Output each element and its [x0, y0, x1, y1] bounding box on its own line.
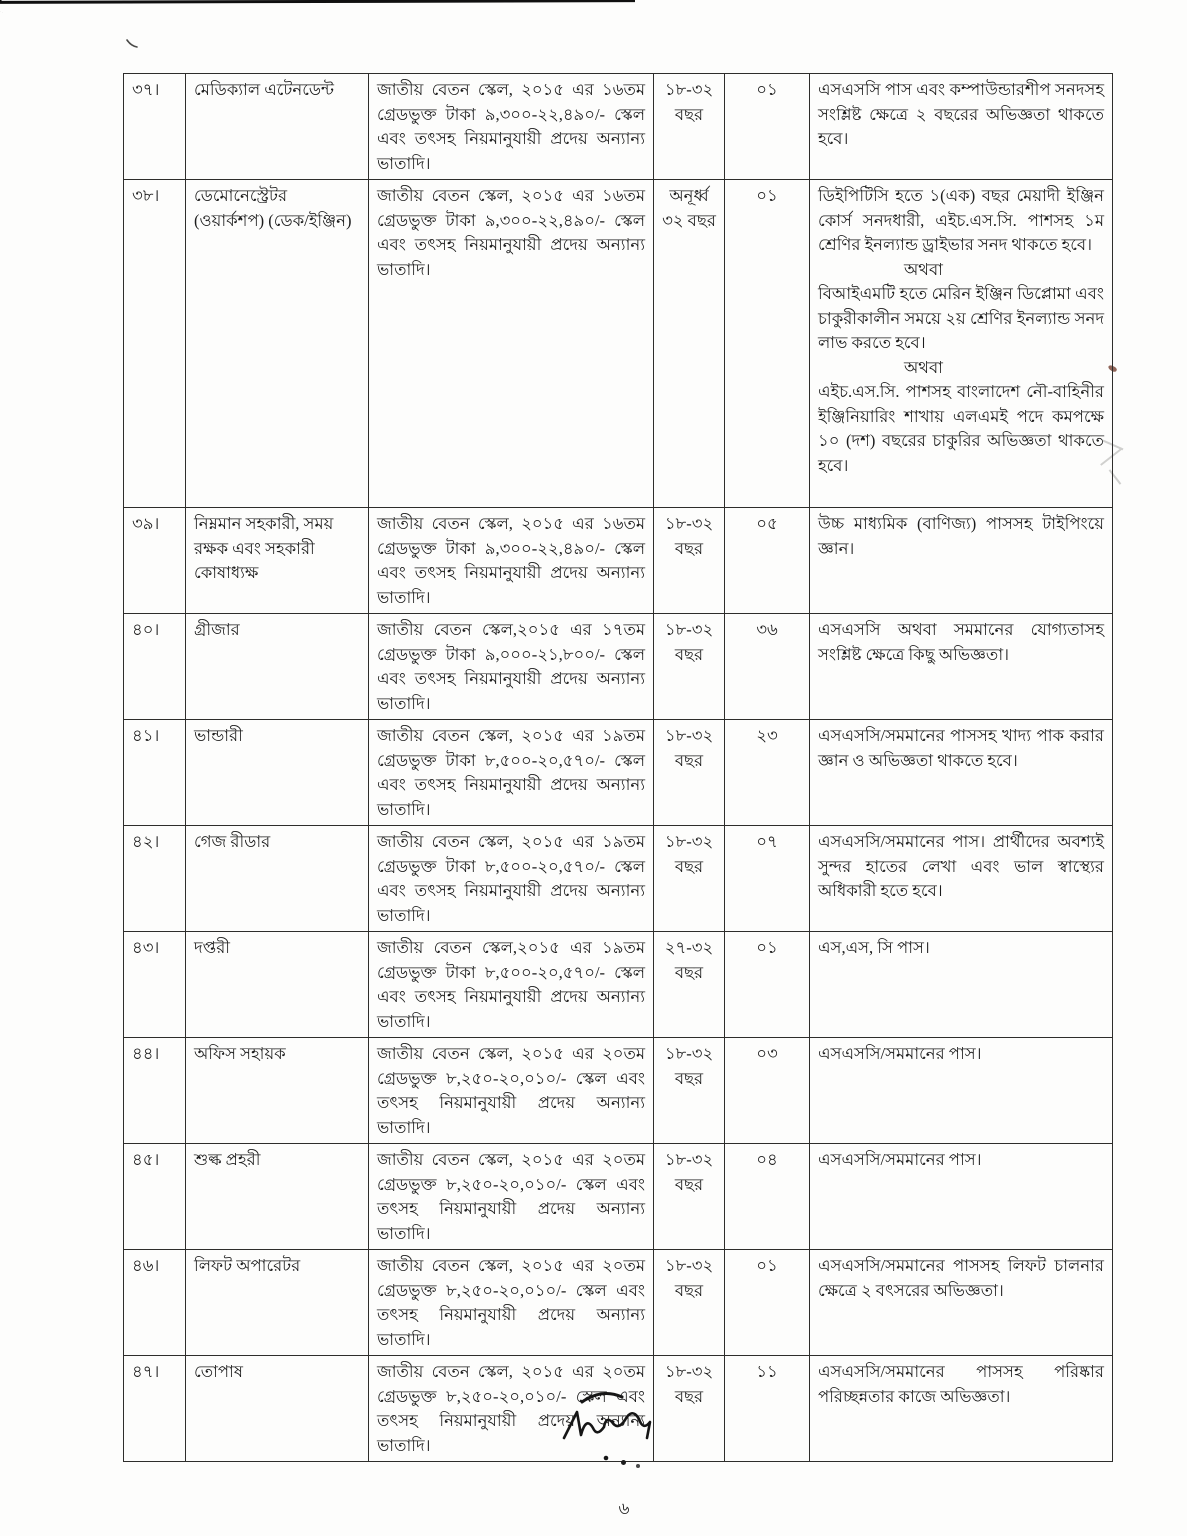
scan-artifact-corner-mark — [0, 0, 22, 15]
post-name-cell: নিম্নমান সহকারী, সময় রক্ষক এবং সহকারী কোষাধ্যক্ষ — [186, 508, 369, 614]
qualification-paragraph: এসএসসি অথবা সমমানের যোগ্যতাসহ সংশ্লিষ্ট ক্ষেত্রে কিছু অভিজ্ঞতা। — [818, 620, 1104, 664]
post-name-cell: তোপাষ — [186, 1356, 369, 1462]
table-row — [124, 826, 1113, 932]
age-range-cell: ১৮-৩২ বছর — [654, 508, 725, 614]
post-name-cell: গেজ রীডার — [186, 826, 369, 932]
job-positions-table — [123, 73, 1113, 1462]
vacancy-count-cell: ০৭ — [725, 826, 810, 932]
vacancy-count-cell: ০১ — [725, 74, 810, 180]
vacancy-count-cell: ৩৬ — [725, 614, 810, 720]
serial-number-cell: ৪১। — [124, 720, 186, 826]
pay-scale-cell: জাতীয় বেতন স্কেল, ২০১৫ এর ২০তম গ্রেডভুক্ত ৮,২৫০-২০,০১০/- স্কেল এবং তৎসহ নিয়মানুযায়ী প্রদেয় অন্যান্য ভাতাদি। — [369, 1356, 654, 1462]
age-range-cell: ১৮-৩২ বছর — [654, 614, 725, 720]
serial-number-cell: ৪৩। — [124, 932, 186, 1038]
pay-scale-cell: জাতীয় বেতন স্কেল,২০১৫ এর ১৯তম গ্রেডভুক্ত টাকা ৮,৫০০-২০,৫৭০/- স্কেল এবং তৎসহ নিয়মানুযায়ী প্রদেয় অন্যান্য ভাতাদি। — [369, 932, 654, 1038]
vacancy-count-cell: ১১ — [725, 1356, 810, 1462]
post-name-cell: মেডিক্যাল এটেনডেন্ট — [186, 74, 369, 180]
post-name-cell: গ্রীজার — [186, 614, 369, 720]
qualification-cell — [810, 1144, 1113, 1250]
pay-scale-cell: জাতীয় বেতন স্কেল, ২০১৫ এর ১৬তম গ্রেডভুক্ত টাকা ৯,৩০০-২২,৪৯০/- স্কেল এবং তৎসহ নিয়মানুযায়ী প্রদেয় অন্যান্য ভাতাদি। — [369, 74, 654, 180]
post-name-cell: দপ্তরী — [186, 932, 369, 1038]
qualification-paragraph: বিআইএমটি হতে মেরিন ইঞ্জিন ডিপ্লোমা এবং চাকুরীকালীন সময়ে ২য় শ্রেণির ইনল্যান্ড সনদ লাভ করতে হবে। — [818, 284, 1104, 352]
pay-scale-cell: জাতীয় বেতন স্কেল, ২০১৫ এর ২০তম গ্রেডভুক্ত ৮,২৫০-২০,০১০/- স্কেল এবং তৎসহ নিয়মানুযায়ী প্রদেয় অন্যান্য ভাতাদি। — [369, 1038, 654, 1144]
scan-artifact-dot — [621, 1460, 626, 1465]
qualification-cell — [810, 614, 1113, 720]
table-row — [124, 932, 1113, 1038]
vacancy-count-cell: ০১ — [725, 180, 810, 508]
pay-scale-cell: জাতীয় বেতন স্কেল, ২০১৫ এর ১৬তম গ্রেডভুক্ত টাকা ৯,৩০০-২২,৪৯০/- স্কেল এবং তৎসহ নিয়মানুযায়ী প্রদেয় অন্যান্য ভাতাদি। — [369, 180, 654, 508]
scan-artifact-top-edge — [0, 0, 635, 4]
vacancy-count-cell: ০৪ — [725, 1144, 810, 1250]
qualification-cell — [810, 932, 1113, 1038]
qualification-paragraph: উচ্চ মাধ্যমিক (বাণিজ্য) পাসসহ টাইপিংয়ে জ্ঞান। — [818, 514, 1104, 558]
age-range-cell: ১৮-৩২ বছর — [654, 74, 725, 180]
pay-scale-cell: জাতীয় বেতন স্কেল, ২০১৫ এর ২০তম গ্রেডভুক্ত ৮,২৫০-২০,০১০/- স্কেল এবং তৎসহ নিয়মানুযায়ী প্রদেয় অন্যান্য ভাতাদি। — [369, 1144, 654, 1250]
age-range-cell: ১৮-৩২ বছর — [654, 1144, 725, 1250]
qualification-paragraph: এসএসসি/সমমানের পাস। — [818, 1044, 982, 1063]
qualification-cell — [810, 508, 1113, 614]
qualification-paragraph: এসএসসি পাস এবং কম্পাউন্ডারশীপ সনদসহ সংশ্লিষ্ট ক্ষেত্রে ২ বছরের অভিজ্ঞতা থাকতে হবে। — [818, 80, 1104, 148]
scan-artifact-dot — [636, 1464, 640, 1468]
age-range-cell: ১৮-৩২ বছর — [654, 720, 725, 826]
qualification-paragraph: এস,এস, সি পাস। — [818, 938, 930, 957]
serial-number-cell: ৪০। — [124, 614, 186, 720]
serial-number-cell: ৩৯। — [124, 508, 186, 614]
job-table-body — [124, 74, 1113, 1462]
serial-number-cell: ৪৪। — [124, 1038, 186, 1144]
post-name-cell: ভান্ডারী — [186, 720, 369, 826]
qualification-cell — [810, 74, 1113, 180]
age-range-cell: ১৮-৩২ বছর — [654, 826, 725, 932]
qualification-paragraph: এসএসসি/সমমানের পাসসহ লিফট চালনার ক্ষেত্রে ২ বৎসরের অভিজ্ঞতা। — [818, 1256, 1104, 1300]
qualification-or-separator: অথবা — [904, 259, 943, 279]
post-name-cell: ডেমোনেস্ট্রেটর (ওয়ার্কশপ) (ডেক/ইঞ্জিন) — [186, 180, 369, 508]
vacancy-count-cell: ২৩ — [725, 720, 810, 826]
qualification-paragraph: ডিইপিটিসি হতে ১(এক) বছর মেয়াদী ইঞ্জিন কোর্স সনদধারী, এইচ.এস.সি. পাশসহ ১ম শ্রেণির ইনল্যান্ড ড্রাইভার সনদ থাকতে হবে। — [818, 186, 1104, 254]
serial-number-cell: ৪২। — [124, 826, 186, 932]
qualification-or-separator: অথবা — [904, 357, 943, 377]
pay-scale-cell: জাতীয় বেতন স্কেল, ২০১৫ এর ১৯তম গ্রেডভুক্ত টাকা ৮,৫০০-২০,৫৭০/- স্কেল এবং তৎসহ নিয়মানুযায়ী প্রদেয় অন্যান্য ভাতাদি। — [369, 720, 654, 826]
post-name-cell: অফিস সহায়ক — [186, 1038, 369, 1144]
pay-scale-cell: জাতীয় বেতন স্কেল, ২০১৫ এর ২০তম গ্রেডভুক্ত ৮,২৫০-২০,০১০/- স্কেল এবং তৎসহ নিয়মানুযায়ী প্রদেয় অন্যান্য ভাতাদি। — [369, 1250, 654, 1356]
page-number: ৬ — [618, 1499, 630, 1518]
qualification-cell — [810, 826, 1113, 932]
table-row — [124, 180, 1113, 508]
qualification-cell — [810, 720, 1113, 826]
table-row — [124, 1038, 1113, 1144]
qualification-cell — [810, 1356, 1113, 1462]
age-range-cell: ১৮-৩২ বছর — [654, 1356, 725, 1462]
age-range-cell: ২৭-৩২ বছর — [654, 932, 725, 1038]
qualification-paragraph: এসএসসি/সমমানের পাসসহ পরিষ্কার পরিচ্ছন্নতার কাজে অভিজ্ঞতা। — [818, 1362, 1104, 1406]
table-row — [124, 1250, 1113, 1356]
vacancy-count-cell: ০১ — [725, 1250, 810, 1356]
serial-number-cell: ৪৬। — [124, 1250, 186, 1356]
qualification-paragraph: এসএসসি/সমমানের পাসসহ খাদ্য পাক করার জ্ঞান ও অভিজ্ঞতা থাকতে হবে। — [818, 726, 1104, 770]
age-range-cell: ১৮-৩২ বছর — [654, 1250, 725, 1356]
table-row — [124, 74, 1113, 180]
pay-scale-cell: জাতীয় বেতন স্কেল,২০১৫ এর ১৭তম গ্রেডভুক্ত টাকা ৯,০০০-২১,৮০০/- স্কেল এবং তৎসহ নিয়মানুযায়ী প্রদেয় অন্যান্য ভাতাদি। — [369, 614, 654, 720]
table-row — [124, 508, 1113, 614]
vacancy-count-cell: ০৫ — [725, 508, 810, 614]
qualification-paragraph: এসএসসি/সমমানের পাস। প্রার্থীদের অবশ্যই সুন্দর হাতের লেখা এবং ভাল স্বাস্থ্যের অধিকারী হতে হবে। — [818, 832, 1104, 900]
scan-artifact-tick-mark — [125, 38, 139, 50]
vacancy-count-cell: ০৩ — [725, 1038, 810, 1144]
table-row — [124, 614, 1113, 720]
table-row — [124, 1144, 1113, 1250]
qualification-cell — [810, 1038, 1113, 1144]
serial-number-cell: ৪৫। — [124, 1144, 186, 1250]
serial-number-cell: ৩৭। — [124, 74, 186, 180]
post-name-cell: শুল্ক প্রহরী — [186, 1144, 369, 1250]
qualification-paragraph: এইচ.এস.সি. পাশসহ বাংলাদেশ নৌ-বাহিনীর ইঞ্জিনিয়ারিং শাখায় এলএমই পদে কমপক্ষে ১০ (দশ) বছরের চাকুরির অভিজ্ঞতা থাকতে হবে। — [818, 382, 1104, 475]
post-name-cell: লিফট অপারেটর — [186, 1250, 369, 1356]
serial-number-cell: ৩৮। — [124, 180, 186, 508]
pay-scale-cell: জাতীয় বেতন স্কেল, ২০১৫ এর ১৯তম গ্রেডভুক্ত টাকা ৮,৫০০-২০,৫৭০/- স্কেল এবং তৎসহ নিয়মানুযায়ী প্রদেয় অন্যান্য ভাতাদি। — [369, 826, 654, 932]
age-range-cell: অনূর্ধ্ব ৩২ বছর — [654, 180, 725, 508]
table-row — [124, 720, 1113, 826]
age-range-cell: ১৮-৩২ বছর — [654, 1038, 725, 1144]
handwritten-signature-scribble — [552, 1386, 676, 1478]
qualification-cell — [810, 1250, 1113, 1356]
serial-number-cell: ৪৭। — [124, 1356, 186, 1462]
pay-scale-cell: জাতীয় বেতন স্কেল, ২০১৫ এর ১৬তম গ্রেডভুক্ত টাকা ৯,৩০০-২২,৪৯০/- স্কেল এবং তৎসহ নিয়মানুযায়ী প্রদেয় অন্যান্য ভাতাদি। — [369, 508, 654, 614]
vacancy-count-cell: ০১ — [725, 932, 810, 1038]
qualification-paragraph: এসএসসি/সমমানের পাস। — [818, 1150, 982, 1169]
qualification-cell — [810, 180, 1113, 508]
